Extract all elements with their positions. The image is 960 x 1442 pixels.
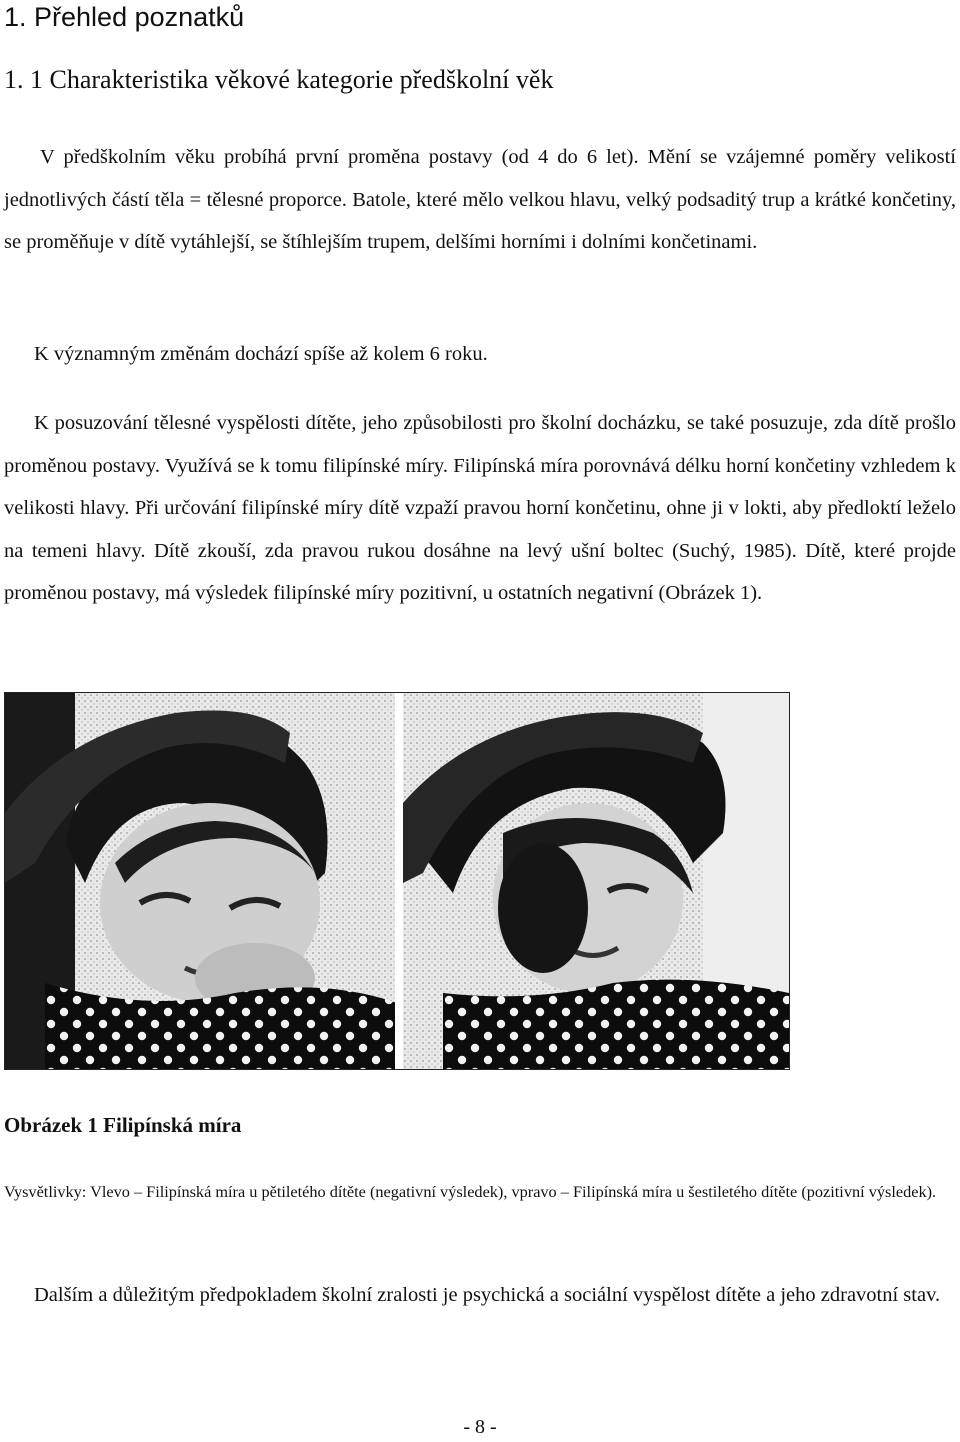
paragraph-philippine-measure: K posuzování tělesné vyspělosti dítěte, jeho způsobilosti pro školní docházku, se také posuzuje, zda dítě prošlo proměnou postavy. Využívá se k tomu filipínské míry. Filipínská míra porovnává délku horní končetiny vzhledem k velikosti hlavy. Při určování filipínské míry dítě vzpaží pravou horní končetinu, ohne ji v lokti, aby předloktí leželo na temeni hlavy. Dítě zkouší, zda pravou rukou dosáhne na levý ušní boltec (Suchý, 1985). Dítě, které projde proměnou postavy, má výsledek filipínské míry pozitivní, u ostatních negativní (Obrázek 1). (4, 412, 956, 604)
children-photo-illustration (5, 693, 789, 1069)
chapter-heading: 1. Přehled poznatků (4, 2, 245, 32)
paragraph-body-proportions: V předškolním věku probíhá první proměna postavy (od 4 do 6 let). Mění se vzájemné poměry velikostí jednotlivých částí těla = tělesné proporce. Batole, které mělo velkou hlavu, velký podsaditý trup a krátké končetiny, se proměňuje v dítě vytáhlejší, se štíhlejším trupem, delšími horními i dolními končetinami. (4, 146, 956, 253)
paragraph-changes-age: K významným změnám dochází spíše až kolem 6 roku. (34, 343, 488, 365)
figure-philippine-measure-photo (4, 692, 790, 1070)
figure-caption-title: Obrázek 1 Filipínská míra (4, 1113, 242, 1137)
left-child-photo (5, 693, 397, 1069)
right-child-photo (403, 693, 789, 1069)
figure-caption-text: Vysvětlivky: Vlevo – Filipínská míra u pětiletého dítěte (negativní výsledek), vpravo – Filipínská míra u šestiletého dítěte (pozitivní výsledek). (4, 1182, 937, 1201)
paragraph-school-readiness: Dalším a důležitým předpokladem školní zralosti je psychická a sociální vyspělost dítěte a jeho zdravotní stav. (34, 1284, 941, 1306)
section-heading: 1. 1 Charakteristika věkové kategorie předškolní věk (4, 65, 554, 94)
page-number: - 8 - (463, 1416, 497, 1438)
